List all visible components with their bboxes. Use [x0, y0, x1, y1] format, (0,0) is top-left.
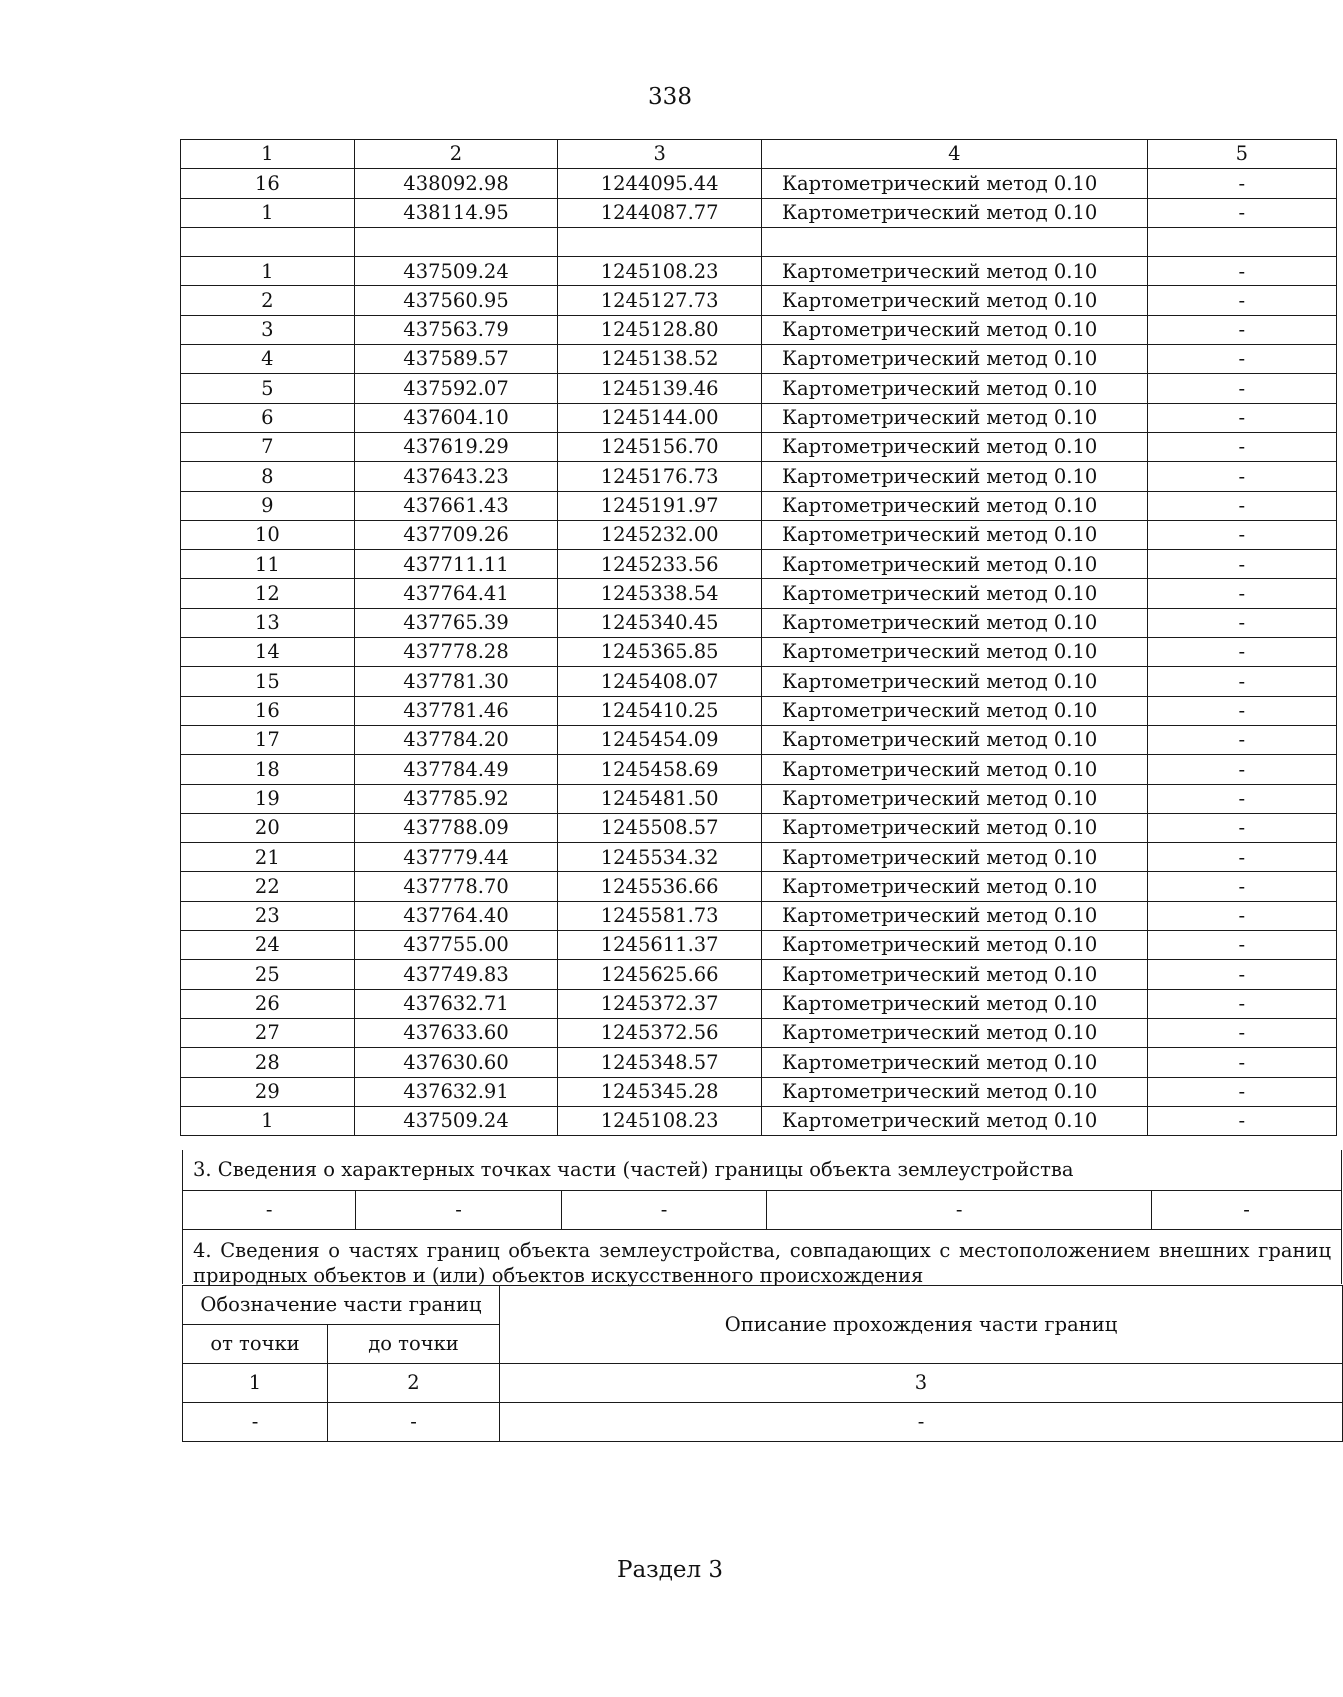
y-coordinate-cell: 1245408.07 [558, 667, 762, 696]
coordinates-table [180, 139, 1337, 1136]
from-point-header: от точки [183, 1325, 328, 1364]
point-number-cell: 1 [181, 198, 355, 227]
note-cell: - [1147, 608, 1336, 637]
note-cell: - [1147, 550, 1336, 579]
table-row [181, 755, 1337, 784]
x-coordinate-cell: 437781.46 [354, 696, 558, 725]
note-cell: - [1147, 725, 1336, 754]
x-coordinate-cell: 437633.60 [354, 1018, 558, 1047]
number-cell: 2 [328, 1364, 500, 1403]
x-coordinate-cell: 437779.44 [354, 843, 558, 872]
dash-cell: - [767, 1191, 1152, 1230]
section-3-table [182, 1190, 1342, 1230]
x-coordinate-cell: 437619.29 [354, 432, 558, 461]
method-cell: Картометрический метод 0.10 [761, 725, 1147, 754]
note-cell: - [1147, 931, 1336, 960]
method-cell: Картометрический метод 0.10 [761, 960, 1147, 989]
table-row [181, 227, 1337, 256]
table-header-row [181, 140, 1337, 169]
note-cell: - [1147, 901, 1336, 930]
dash-cell: - [328, 1403, 500, 1442]
method-cell: Картометрический метод 0.10 [761, 345, 1147, 374]
y-coordinate-cell: 1245534.32 [558, 843, 762, 872]
note-cell: - [1147, 872, 1336, 901]
method-cell: Картометрический метод 0.10 [761, 374, 1147, 403]
note-cell: - [1147, 579, 1336, 608]
point-number-cell: 28 [181, 1048, 355, 1077]
note-cell: - [1147, 257, 1336, 286]
point-number-cell: 6 [181, 403, 355, 432]
table-row [181, 374, 1337, 403]
dash-cell: - [500, 1403, 1343, 1442]
boundary-parts-table [182, 1285, 1343, 1442]
table-row [181, 989, 1337, 1018]
method-cell: Картометрический метод 0.10 [761, 1048, 1147, 1077]
note-cell: - [1147, 696, 1336, 725]
table-row [181, 1048, 1337, 1077]
x-coordinate-cell: 437661.43 [354, 491, 558, 520]
note-cell: - [1147, 491, 1336, 520]
header-cell: 1 [181, 140, 355, 169]
table-header-row [183, 1286, 1343, 1325]
x-coordinate-cell: 437592.07 [354, 374, 558, 403]
y-coordinate-cell: 1245233.56 [558, 550, 762, 579]
y-coordinate-cell: 1245127.73 [558, 286, 762, 315]
table-row [181, 696, 1337, 725]
note-cell: - [1147, 345, 1336, 374]
table-row [183, 1191, 1342, 1230]
y-coordinate-cell: 1245625.66 [558, 960, 762, 989]
y-coordinate-cell: 1245508.57 [558, 813, 762, 842]
point-number-cell: 15 [181, 667, 355, 696]
note-cell: - [1147, 315, 1336, 344]
y-coordinate-cell: 1245536.66 [558, 872, 762, 901]
table-row [181, 579, 1337, 608]
y-coordinate-cell: 1245345.28 [558, 1077, 762, 1106]
y-coordinate-cell: 1245340.45 [558, 608, 762, 637]
point-number-cell: 1 [181, 257, 355, 286]
description-header-cell: Описание прохождения части границ [500, 1286, 1343, 1364]
x-coordinate-cell: 437781.30 [354, 667, 558, 696]
method-cell: Картометрический метод 0.10 [761, 432, 1147, 461]
method-cell: Картометрический метод 0.10 [761, 491, 1147, 520]
point-number-cell: 29 [181, 1077, 355, 1106]
x-coordinate-cell: 437784.20 [354, 725, 558, 754]
x-coordinate-cell: 437589.57 [354, 345, 558, 374]
table-row [181, 491, 1337, 520]
method-cell: Картометрический метод 0.10 [761, 989, 1147, 1018]
dash-cell: - [356, 1191, 562, 1230]
table-row [181, 813, 1337, 842]
table-row [181, 872, 1337, 901]
point-number-cell: 24 [181, 931, 355, 960]
table-row [181, 432, 1337, 461]
header-cell: 4 [761, 140, 1147, 169]
note-cell: - [1147, 198, 1336, 227]
x-coordinate-cell: 437560.95 [354, 286, 558, 315]
note-cell: - [1147, 1077, 1336, 1106]
x-coordinate-cell: 437563.79 [354, 315, 558, 344]
note-cell: - [1147, 1048, 1336, 1077]
x-coordinate-cell [354, 227, 558, 256]
y-coordinate-cell: 1244087.77 [558, 198, 762, 227]
x-coordinate-cell: 437785.92 [354, 784, 558, 813]
table-row [181, 403, 1337, 432]
note-cell: - [1147, 638, 1336, 667]
y-coordinate-cell [558, 227, 762, 256]
method-cell: Картометрический метод 0.10 [761, 257, 1147, 286]
note-cell: - [1147, 755, 1336, 784]
method-cell: Картометрический метод 0.10 [761, 1018, 1147, 1047]
table-row [181, 520, 1337, 549]
point-number-cell: 5 [181, 374, 355, 403]
y-coordinate-cell: 1245108.23 [558, 1106, 762, 1135]
point-number-cell: 23 [181, 901, 355, 930]
method-cell: Картометрический метод 0.10 [761, 931, 1147, 960]
method-cell [761, 227, 1147, 256]
y-coordinate-cell: 1245338.54 [558, 579, 762, 608]
x-coordinate-cell: 437764.41 [354, 579, 558, 608]
y-coordinate-cell: 1245128.80 [558, 315, 762, 344]
table-row [181, 198, 1337, 227]
method-cell: Картометрический метод 0.10 [761, 462, 1147, 491]
point-number-cell: 22 [181, 872, 355, 901]
y-coordinate-cell: 1245481.50 [558, 784, 762, 813]
x-coordinate-cell: 437778.70 [354, 872, 558, 901]
point-number-cell: 26 [181, 989, 355, 1018]
x-coordinate-cell: 438114.95 [354, 198, 558, 227]
point-number-cell: 7 [181, 432, 355, 461]
method-cell: Картометрический метод 0.10 [761, 696, 1147, 725]
dash-cell: - [183, 1191, 356, 1230]
x-coordinate-cell: 437749.83 [354, 960, 558, 989]
table-row [181, 843, 1337, 872]
table-row [181, 550, 1337, 579]
method-cell: Картометрический метод 0.10 [761, 872, 1147, 901]
point-number-cell: 21 [181, 843, 355, 872]
number-cell: 1 [183, 1364, 328, 1403]
point-number-cell: 8 [181, 462, 355, 491]
x-coordinate-cell: 437630.60 [354, 1048, 558, 1077]
x-coordinate-cell: 437604.10 [354, 403, 558, 432]
y-coordinate-cell: 1245372.56 [558, 1018, 762, 1047]
table-row [181, 286, 1337, 315]
point-number-cell: 11 [181, 550, 355, 579]
x-coordinate-cell: 437632.91 [354, 1077, 558, 1106]
header-cell: 3 [558, 140, 762, 169]
method-cell: Картометрический метод 0.10 [761, 667, 1147, 696]
x-coordinate-cell: 437765.39 [354, 608, 558, 637]
y-coordinate-cell: 1245138.52 [558, 345, 762, 374]
dash-cell: - [1151, 1191, 1341, 1230]
x-coordinate-cell: 437709.26 [354, 520, 558, 549]
table-row [181, 638, 1337, 667]
table-row [181, 169, 1337, 198]
x-coordinate-cell: 437509.24 [354, 257, 558, 286]
x-coordinate-cell: 437788.09 [354, 813, 558, 842]
dash-cell: - [183, 1403, 328, 1442]
x-coordinate-cell: 437711.11 [354, 550, 558, 579]
table-row [181, 784, 1337, 813]
to-point-header: до точки [328, 1325, 500, 1364]
point-number-cell: 12 [181, 579, 355, 608]
table-row [181, 1106, 1337, 1135]
point-number-cell: 16 [181, 696, 355, 725]
note-cell: - [1147, 960, 1336, 989]
y-coordinate-cell: 1245139.46 [558, 374, 762, 403]
x-coordinate-cell: 437643.23 [354, 462, 558, 491]
point-number-cell: 16 [181, 169, 355, 198]
method-cell: Картометрический метод 0.10 [761, 813, 1147, 842]
x-coordinate-cell: 437632.71 [354, 989, 558, 1018]
header-group-cell: Обозначение части границ [183, 1286, 500, 1325]
x-coordinate-cell: 437784.49 [354, 755, 558, 784]
y-coordinate-cell: 1245458.69 [558, 755, 762, 784]
note-cell: - [1147, 462, 1336, 491]
method-cell: Картометрический метод 0.10 [761, 579, 1147, 608]
x-coordinate-cell: 437755.00 [354, 931, 558, 960]
note-cell: - [1147, 1106, 1336, 1135]
method-cell: Картометрический метод 0.10 [761, 843, 1147, 872]
point-number-cell: 1 [181, 1106, 355, 1135]
note-cell: - [1147, 520, 1336, 549]
point-number-cell: 10 [181, 520, 355, 549]
point-number-cell: 9 [181, 491, 355, 520]
table-row [181, 345, 1337, 374]
method-cell: Картометрический метод 0.10 [761, 315, 1147, 344]
method-cell: Картометрический метод 0.10 [761, 1077, 1147, 1106]
dash-cell: - [561, 1191, 767, 1230]
point-number-cell: 19 [181, 784, 355, 813]
x-coordinate-cell: 437778.28 [354, 638, 558, 667]
method-cell: Картометрический метод 0.10 [761, 169, 1147, 198]
table-row [181, 608, 1337, 637]
y-coordinate-cell: 1245454.09 [558, 725, 762, 754]
method-cell: Картометрический метод 0.10 [761, 403, 1147, 432]
note-cell: - [1147, 989, 1336, 1018]
point-number-cell: 18 [181, 755, 355, 784]
point-number-cell [181, 227, 355, 256]
point-number-cell: 2 [181, 286, 355, 315]
method-cell: Картометрический метод 0.10 [761, 550, 1147, 579]
y-coordinate-cell: 1244095.44 [558, 169, 762, 198]
note-cell: - [1147, 403, 1336, 432]
note-cell: - [1147, 813, 1336, 842]
y-coordinate-cell: 1245611.37 [558, 931, 762, 960]
y-coordinate-cell: 1245232.00 [558, 520, 762, 549]
table-row [181, 1077, 1337, 1106]
note-cell: - [1147, 169, 1336, 198]
table-row [181, 960, 1337, 989]
y-coordinate-cell: 1245156.70 [558, 432, 762, 461]
header-cell: 2 [354, 140, 558, 169]
y-coordinate-cell: 1245191.97 [558, 491, 762, 520]
method-cell: Картометрический метод 0.10 [761, 901, 1147, 930]
note-cell: - [1147, 667, 1336, 696]
section-footer: Раздел 3 [616, 1557, 724, 1583]
note-cell: - [1147, 1018, 1336, 1047]
method-cell: Картометрический метод 0.10 [761, 286, 1147, 315]
table-row [181, 257, 1337, 286]
y-coordinate-cell: 1245108.23 [558, 257, 762, 286]
x-coordinate-cell: 437509.24 [354, 1106, 558, 1135]
header-cell: 5 [1147, 140, 1336, 169]
method-cell: Картометрический метод 0.10 [761, 608, 1147, 637]
method-cell: Картометрический метод 0.10 [761, 784, 1147, 813]
coordinates-table-body [181, 140, 1337, 1136]
table-row [181, 462, 1337, 491]
number-cell: 3 [500, 1364, 1343, 1403]
note-cell: - [1147, 432, 1336, 461]
point-number-cell: 14 [181, 638, 355, 667]
y-coordinate-cell: 1245348.57 [558, 1048, 762, 1077]
point-number-cell: 27 [181, 1018, 355, 1047]
note-cell: - [1147, 784, 1336, 813]
y-coordinate-cell: 1245410.25 [558, 696, 762, 725]
point-number-cell: 25 [181, 960, 355, 989]
table-row [183, 1403, 1343, 1442]
table-row [181, 667, 1337, 696]
point-number-cell: 17 [181, 725, 355, 754]
section-4-title: 4. Сведения о частях границ объекта землеустройства, совпадающих с местоположением внешних границ природных объектов и (или) объектов искусственного происхождения [182, 1229, 1342, 1284]
note-cell: - [1147, 286, 1336, 315]
method-cell: Картометрический метод 0.10 [761, 755, 1147, 784]
note-cell: - [1147, 843, 1336, 872]
point-number-cell: 4 [181, 345, 355, 374]
table-row [181, 315, 1337, 344]
note-cell: - [1147, 374, 1336, 403]
method-cell: Картометрический метод 0.10 [761, 1106, 1147, 1135]
method-cell: Картометрический метод 0.10 [761, 520, 1147, 549]
table-row [181, 901, 1337, 930]
y-coordinate-cell: 1245176.73 [558, 462, 762, 491]
y-coordinate-cell: 1245372.37 [558, 989, 762, 1018]
x-coordinate-cell: 438092.98 [354, 169, 558, 198]
point-number-cell: 3 [181, 315, 355, 344]
table-row [181, 725, 1337, 754]
table-row [181, 931, 1337, 960]
table-row [183, 1364, 1343, 1403]
note-cell [1147, 227, 1336, 256]
page-number: 338 [648, 84, 692, 110]
point-number-cell: 20 [181, 813, 355, 842]
x-coordinate-cell: 437764.40 [354, 901, 558, 930]
table-row [181, 1018, 1337, 1047]
y-coordinate-cell: 1245144.00 [558, 403, 762, 432]
section-3-title: 3. Сведения о характерных точках части (частей) границы объекта землеустройства [182, 1150, 1342, 1190]
method-cell: Картометрический метод 0.10 [761, 638, 1147, 667]
method-cell: Картометрический метод 0.10 [761, 198, 1147, 227]
point-number-cell: 13 [181, 608, 355, 637]
y-coordinate-cell: 1245365.85 [558, 638, 762, 667]
y-coordinate-cell: 1245581.73 [558, 901, 762, 930]
